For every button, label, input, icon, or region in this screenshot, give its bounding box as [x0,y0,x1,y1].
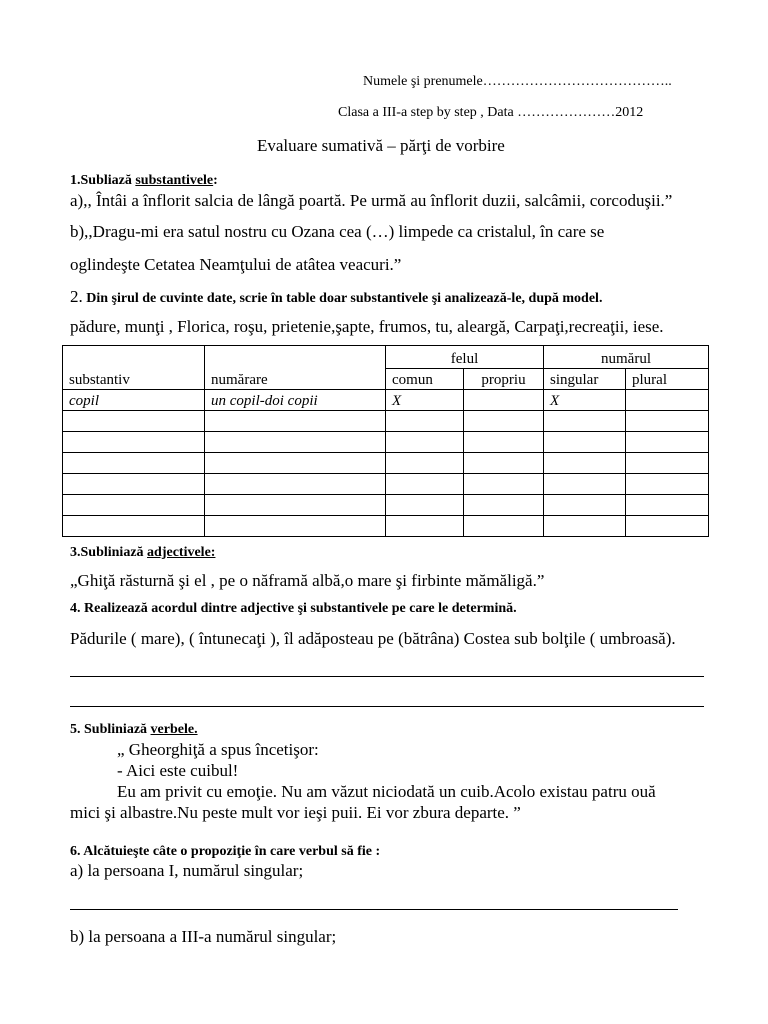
table-cell[interactable] [464,411,544,432]
q4-instruction: 4. Realizează acordul dintre adjective şi substantivele pe care le determină. [70,601,517,616]
q6-item-b: b) la persoana a III-a numărul singular; [70,927,337,946]
header-singular: singular [544,369,626,390]
table-cell[interactable] [544,432,626,453]
table-cell[interactable] [63,495,205,516]
table-cell[interactable] [544,495,626,516]
table-row-model [63,390,709,411]
header-comun: comun [386,369,464,390]
table-cell[interactable] [626,495,709,516]
table-cell[interactable] [205,453,386,474]
page-title: Evaluare sumativă – părţi de vorbire [257,136,505,155]
header-plural: plural [626,369,709,390]
table-cell[interactable] [626,474,709,495]
table-cell[interactable] [544,411,626,432]
header-numarul: numărul [544,346,709,369]
table-cell[interactable] [386,495,464,516]
q1-text-a: a),, Întâi a înflorit salcia de lângă poartă. Pe urmă au înflorit duzii, salcâmii, corcoduşii.” [70,191,673,210]
table-cell[interactable] [464,474,544,495]
table-cell[interactable] [63,474,205,495]
q3-instruction [70,545,215,561]
name-field-label: Numele şi prenumele………………………………….. [363,74,672,89]
table-row [63,432,709,453]
table-cell[interactable] [386,432,464,453]
table-cell[interactable] [205,516,386,537]
table-row [63,516,709,537]
table-cell[interactable] [386,411,464,432]
q1-prefix: 1.Subliază [70,173,136,188]
q2-instruction-text: Din şirul de cuvinte date, scrie în table doar substantivele şi analizează-le, după model. [82,291,603,306]
q1-suffix: : [213,173,218,188]
q5-line-1: „ Gheorghiţă a spus încetişor: [117,740,319,759]
table-cell[interactable] [63,516,205,537]
table-cell[interactable] [544,474,626,495]
table-header-row-1 [63,346,709,369]
answer-line[interactable] [70,706,704,707]
model-substantiv: copil [63,390,205,411]
table-cell[interactable] [464,495,544,516]
table-row [63,474,709,495]
q2-instruction [70,287,602,307]
table-cell[interactable] [386,453,464,474]
header-felul: felul [386,346,544,369]
table-cell[interactable] [626,516,709,537]
table-cell[interactable] [63,411,205,432]
table-cell[interactable] [626,432,709,453]
table-cell[interactable] [464,453,544,474]
table-cell[interactable] [63,453,205,474]
model-singular: X [544,390,626,411]
table-cell[interactable] [544,453,626,474]
q3-prefix: 3.Subliniază [70,545,148,560]
answer-line[interactable] [70,909,678,910]
table-cell[interactable] [63,432,205,453]
q5-instruction [70,722,198,738]
table-cell[interactable] [386,474,464,495]
model-comun: X [386,390,464,411]
q6-item-a: a) la persoana I, numărul singular; [70,861,304,880]
q5-line-2: - Aici este cuibul! [117,761,239,780]
q3-text: „Ghiţă răsturnă şi el , pe o năframă albă,o mare şi firbinte mămăligă.” [70,571,545,590]
table-cell[interactable] [386,516,464,537]
table-cell[interactable] [626,453,709,474]
q1-text-b2: oglindeşte Cetatea Neamţului de atâtea veacuri.” [70,255,402,274]
q1-text-b1: b),,Dragu-mi era satul nostru cu Ozana cea (…) limpede ca cristalul, în care se [70,222,605,241]
q1-underlined: substantivele [135,173,214,188]
q4-text: Pădurile ( mare), ( întunecaţi ), îl adăposteau pe (bătrâna) Costea sub bolţile ( umbroasă). [70,629,676,648]
q2-word-list: pădure, munţi , Florica, roşu, prietenie,şapte, frumos, tu, aleargă, Carpaţi,recreaţii, iese. [70,317,664,336]
q2-number: 2. [70,287,83,306]
q6-instruction: 6. Alcătuieşte câte o propoziţie în care verbul să fie : [70,844,381,859]
table-cell[interactable] [464,432,544,453]
header-substantiv: substantiv [63,346,205,390]
table-cell[interactable] [205,495,386,516]
table-row [63,411,709,432]
header-numarare: numărare [205,346,386,390]
table-cell[interactable] [464,516,544,537]
model-numarare: un copil-doi copii [205,390,386,411]
q1-instruction [70,173,218,189]
q5-line-3: Eu am privit cu emoţie. Nu am văzut niciodată un cuib.Acolo existau patru ouă [117,782,656,801]
table-row [63,453,709,474]
class-date-label: Clasa a III-a step by step , Data …………………2012 [338,105,644,120]
model-plural[interactable] [626,390,709,411]
q3-underlined: adjectivele: [147,545,216,560]
table-cell[interactable] [205,411,386,432]
header-propriu: propriu [464,369,544,390]
table-cell[interactable] [544,516,626,537]
noun-analysis-table [62,345,709,537]
table-row [63,495,709,516]
q5-line-4: mici şi albastre.Nu peste mult vor ieşi puii. Ei vor zbura departe. ” [70,803,521,822]
q5-prefix: 5. Subliniază [70,722,151,737]
model-propriu[interactable] [464,390,544,411]
q5-underlined: verbele. [150,722,198,737]
table-cell[interactable] [205,432,386,453]
table-cell[interactable] [205,474,386,495]
answer-line[interactable] [70,676,704,677]
table-cell[interactable] [626,411,709,432]
